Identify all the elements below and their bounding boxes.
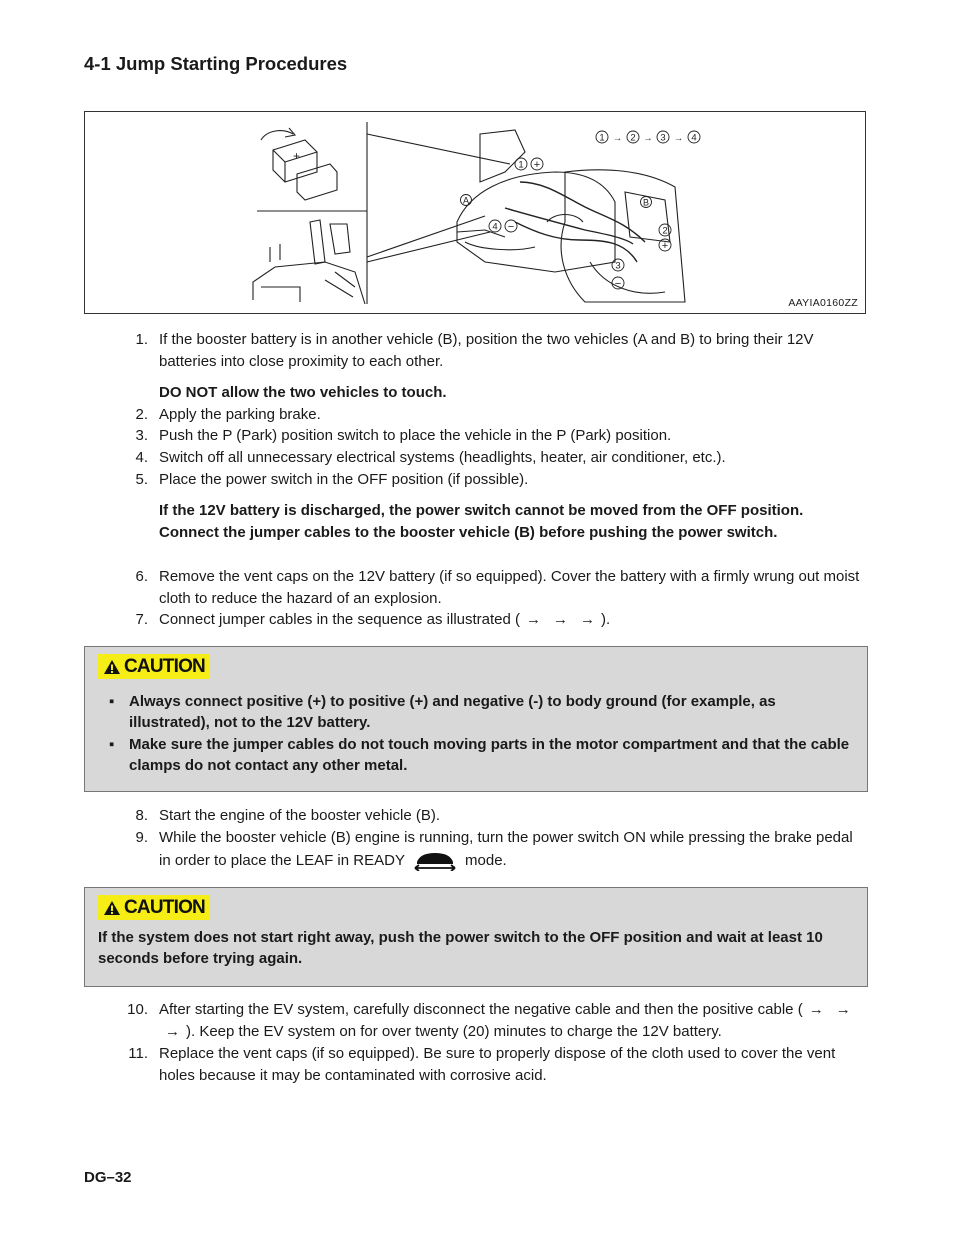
caution-box (84, 887, 868, 987)
list-item: 3. Push the P (Park) position switch to place the vehicle in the P (Park) position. (135, 427, 672, 444)
jump-start-illustration (85, 112, 865, 313)
figure-code: AAYIA0160ZZ (788, 297, 858, 309)
svg-text:→: → (612, 133, 623, 144)
seq-1: 1 (599, 132, 605, 144)
section-title: 4-1 Jump Starting Procedures (84, 53, 348, 74)
page-number: DG–32 (84, 1169, 132, 1186)
warning-triangle-icon (103, 900, 121, 916)
list-item: 10. After starting the EV system, carefully disconnect the negative cable and then the positive cable ( → →→ ). Keep the EV system on for over twenty (20) minutes to charge the 12V battery. (127, 1001, 851, 1040)
callout-4-minus: − (507, 221, 515, 233)
caution-badge: CAUTION (98, 654, 210, 679)
callout-3-minus: − (614, 278, 622, 290)
step-note: DO NOT allow the two vehicles to touch. (159, 384, 447, 401)
seq-4: 4 (691, 132, 697, 144)
svg-text:+: + (293, 149, 301, 163)
list-item: 8. Start the engine of the booster vehicle (B). (135, 807, 440, 824)
jumper-cable-illustration (505, 182, 645, 262)
caution-box: CAUTION ▪ Always connect positive (+) to positive (+) and negative (-) to body ground (for example, as illustrated), not to the 12V battery. ▪ Make sure the jumper cables do not touch moving parts in the motor compartment and that the cable clamps do not contact any other metal. (84, 646, 868, 792)
battery-icon (261, 128, 337, 200)
list-item: 4. Switch off all unnecessary electrical systems (headlights, heater, air conditioner, etc.). (135, 449, 726, 466)
seq-2: 2 (630, 132, 636, 144)
engine-bay-illustration (253, 220, 365, 304)
callout-1: 1 (518, 159, 524, 171)
caution-text: If the system does not start right away, push the power switch to the OFF position and wait at least 10 seconds before trying again. (98, 929, 823, 967)
car-a-illustration (457, 130, 615, 272)
list-item: 5. Place the power switch in the OFF position (if possible). (135, 471, 529, 488)
callout-1-plus: + (533, 159, 541, 171)
list-item: 6. Remove the vent caps on the 12V battery (if so equipped). Cover the battery with a firmly wrung out moist cloth to reduce the hazard of an explosion. (135, 568, 860, 607)
callout-2: 2 (662, 225, 668, 237)
list-item: 11. Replace the vent caps (if so equipped). Be sure to properly dispose of the cloth used to cover the vent holes because it may be contaminated with corrosive acid. (128, 1045, 836, 1084)
label-vehicle-a: A (462, 195, 470, 206)
list-item: 1. If the booster battery is in another vehicle (B), position the two vehicles (A and B) to bring their 12V batteries into close proximity to each other. (135, 331, 814, 370)
label-vehicle-b: B (642, 197, 650, 208)
ready-car-icon (413, 849, 457, 871)
svg-text:→: → (643, 133, 653, 144)
caution-badge: CAUTION (98, 895, 210, 920)
step-note: If the 12V battery is discharged, the power switch cannot be moved from the OFF position. Connect the jumper cables to the booster vehicle (B) before pushing the power switch. (159, 502, 804, 541)
jump-start-figure (84, 111, 866, 314)
callout-3: 3 (615, 260, 621, 272)
callout-2-plus: + (661, 240, 669, 252)
warning-triangle-icon (103, 659, 121, 675)
list-item: 7. Connect jumper cables in the sequence as illustrated ( → → → ). (135, 611, 611, 628)
seq-3: 3 (660, 132, 666, 144)
svg-text:→: → (673, 133, 684, 144)
list-item: 2. Apply the parking brake. (135, 406, 321, 423)
callout-4: 4 (492, 221, 498, 233)
list-item: 9. While the booster vehicle (B) engine is running, turn the power switch ON while pressing the brake pedal in order to place the LEAF in READY mode. (135, 829, 853, 869)
